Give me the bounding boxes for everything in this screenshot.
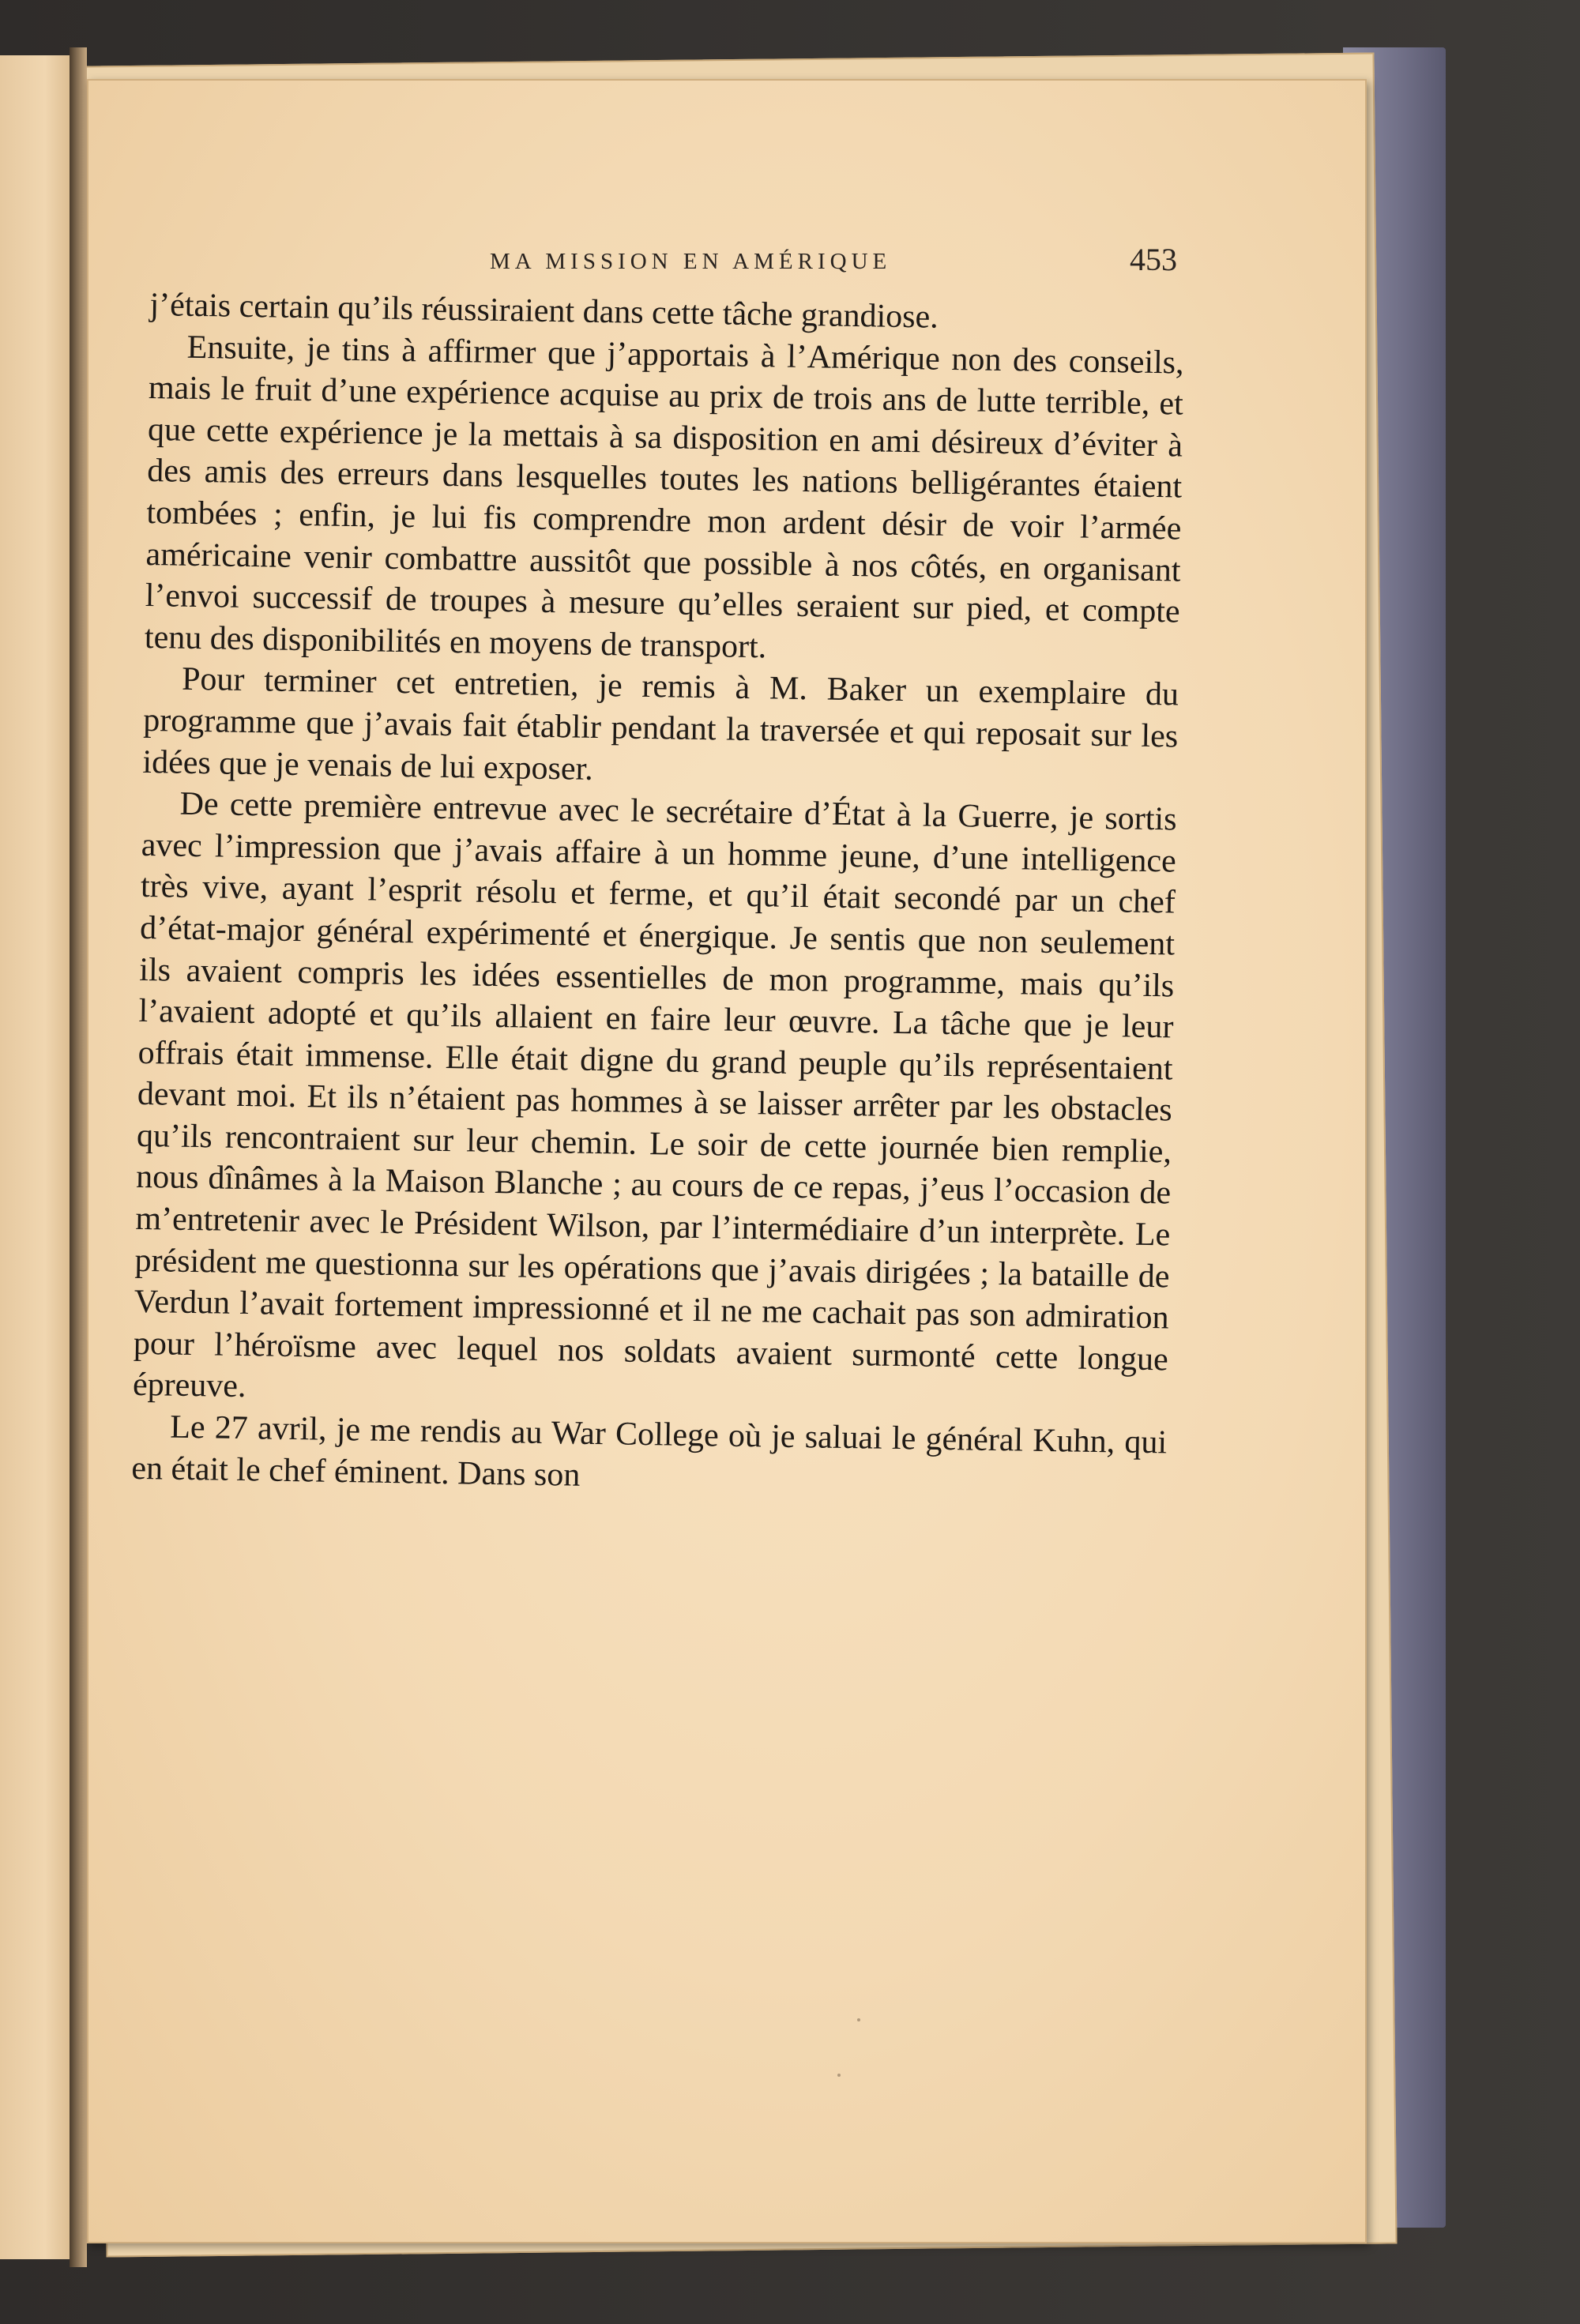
running-header xyxy=(411,241,1201,288)
paper-speck xyxy=(837,2074,841,2077)
page-number: 453 xyxy=(1130,242,1177,277)
paragraph-3: Pour terminer cet entretien, je remis à M. Baker un exemplaire du programme que j’avais fait établir pendant la traversée et qui reposait sur les idées que je venais de lui exposer. xyxy=(142,661,1179,788)
previous-page-edge xyxy=(0,55,77,2259)
paragraph-5: Le 27 avril, je me rendis au War College où je saluai le général Kuhn, qui en était le chef éminent. Dans son xyxy=(131,1408,1168,1494)
paragraph-1: j’étais certain qu’ils réussiraient dans cette tâche grandiose. xyxy=(149,286,939,336)
paragraph-2: Ensuite, je tins à affirmer que j’apportais à l’Amérique non des conseils, mais le fruit d’une expérience acquise au prix de trois ans de lutte terrible, et que cette expérience je la mettais à sa disposition en ami désireux d’éviter à des amis des erreurs dans lesquelles toutes les nations belligérantes étaient tombées ; enfin, je lui fis comprendre mon ardent désir de voir l’armée américaine venir combattre aussitôt que possible à nos côtés, en organisant l’envoi successif de troupes à mesure qu’elles seraient sur pied, et compte tenu des disponibilités en moyens de transport. xyxy=(144,329,1184,666)
paper-speck xyxy=(857,2018,860,2021)
running-title: MA MISSION EN AMÉRIQUE xyxy=(490,249,892,274)
book-spine xyxy=(70,47,87,2267)
paragraph-4: De cette première entrevue avec le secrétaire d’État à la Guerre, je sortis avec l’impression que j’avais affaire à un homme jeune, d’une intelligence très vive, ayant l’esprit résolu et ferme, et qu’il était secondé par un chef d’état-major général expérimenté et énergique. Je sentis que non seulement ils avaient compris les idées essentielles de mon programme, mais qu’ils l’avaient adopté et qu’ils allaient en faire leur œuvre. La tâche que je leur offrais était immense. Elle était digne du grand peuple qu’ils représentaient devant moi. Et ils n’étaient pas hommes à se laisser arrêter par les obstacles qu’ils rencontraient sur leur chemin. Le soir de cette journée bien remplie, nous dînâmes à la Maison Blanche ; au cours de ce repas, j’eus l’occasion de m’entretenir avec le Président Wilson, par l’intermédiaire d’un interprète. Le président me questionna sur les opérations que j’avais dirigées ; la bataille de Verdun l’avait fortement impressionné et il ne me cachait pas son admiration pour l’héroïsme avec lequel nos soldats avaient surmonté cette longue épreuve. xyxy=(132,785,1177,1405)
body-text xyxy=(131,284,1185,1506)
